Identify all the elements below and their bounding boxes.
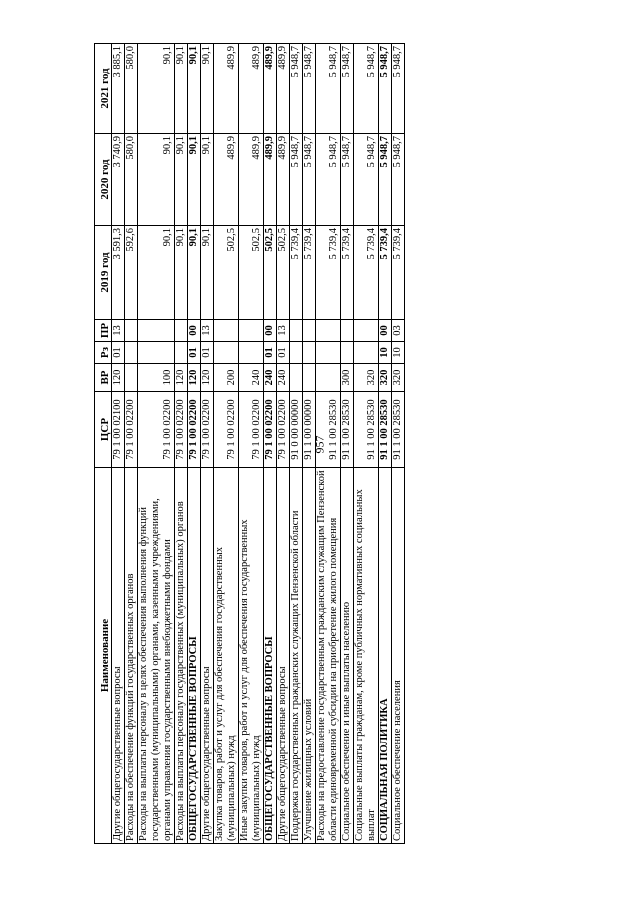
table-row (316, 44, 341, 844)
row-name: Поддержка государственных гражданских служащих Пензенской области (290, 468, 303, 844)
row-name: СОЦИАЛЬНАЯ ПОЛИТИКА (379, 468, 392, 844)
rotated-table-container (94, 44, 544, 844)
row-rz: 10 (379, 342, 392, 364)
row-csr: 79 1 00 02200 (175, 392, 188, 468)
header-2020: 2020 год (95, 134, 112, 226)
header-csr: ЦСР (95, 392, 112, 468)
row-value-2019: 5 739,4 (392, 226, 405, 320)
row-vr (316, 364, 341, 392)
row-rz: 01 (188, 342, 201, 364)
row-pr (316, 320, 341, 342)
row-value-2020: 5 948,7 (316, 134, 341, 226)
row-value-2019: 3 591,3 (112, 226, 125, 320)
row-pr: 03 (392, 320, 405, 342)
row-value-2021: 5 948,7 (354, 44, 379, 134)
row-value-2020: 3 740,9 (112, 134, 125, 226)
row-value-2020: 5 948,7 (379, 134, 392, 226)
row-csr: 91 1 00 28530 (354, 392, 379, 468)
table-row (392, 44, 405, 844)
row-pr (125, 320, 138, 342)
row-pr (175, 320, 188, 342)
row-vr: 320 (379, 364, 392, 392)
row-value-2019: 5 739,4 (316, 226, 341, 320)
row-name: Расходы на предоставление государственным гражданским служащим Пензенской области единовременной субсидии на приобретение жилого помещения (316, 468, 341, 844)
row-name: Улучшение жилищных условий (303, 468, 316, 844)
row-csr: 79 1 00 02200 (188, 392, 201, 468)
row-value-2020: 5 948,7 (354, 134, 379, 226)
row-value-2020: 90,1 (138, 134, 175, 226)
row-pr: 00 (379, 320, 392, 342)
row-csr: 79 1 00 02200 (138, 392, 175, 468)
row-pr (214, 320, 239, 342)
row-name: Расходы на обеспечение функций государственных органов (125, 468, 138, 844)
row-pr: 13 (112, 320, 125, 342)
row-name: Другие общегосударственные вопросы (277, 468, 290, 844)
row-name: ОБЩЕГОСУДАРСТВЕННЫЕ ВОПРОСЫ (188, 468, 201, 844)
table-row (277, 44, 290, 844)
row-pr (290, 320, 303, 342)
row-value-2019: 502,5 (239, 226, 264, 320)
row-value-2021: 5 948,7 (316, 44, 341, 134)
row-csr: 91 1 00 28530 (341, 392, 354, 468)
row-value-2019: 5 739,4 (303, 226, 316, 320)
row-name: Социальные выплаты гражданам, кроме публичных нормативных социальных выплат (354, 468, 379, 844)
row-rz (290, 342, 303, 364)
row-value-2020: 489,9 (214, 134, 239, 226)
row-csr: 79 1 00 02200 (125, 392, 138, 468)
row-value-2019: 90,1 (188, 226, 201, 320)
header-vr: ВР (95, 364, 112, 392)
row-value-2019: 90,1 (138, 226, 175, 320)
row-value-2021: 90,1 (201, 44, 214, 134)
row-value-2021: 489,9 (277, 44, 290, 134)
table-row (138, 44, 175, 844)
header-name: Наименование (95, 468, 112, 844)
row-value-2019: 5 739,4 (341, 226, 354, 320)
row-value-2019: 5 739,4 (354, 226, 379, 320)
header-pr: ПР (95, 320, 112, 342)
table-row (239, 44, 264, 844)
row-value-2019: 90,1 (201, 226, 214, 320)
row-value-2021: 5 948,7 (392, 44, 405, 134)
row-pr (354, 320, 379, 342)
table-row (264, 44, 277, 844)
row-rz (341, 342, 354, 364)
row-value-2019: 502,5 (264, 226, 277, 320)
row-name: Другие общегосударственные вопросы (112, 468, 125, 844)
row-rz (316, 342, 341, 364)
row-csr: 79 1 00 02200 (214, 392, 239, 468)
row-rz (138, 342, 175, 364)
row-value-2020: 489,9 (264, 134, 277, 226)
row-rz: 01 (201, 342, 214, 364)
row-value-2021: 90,1 (188, 44, 201, 134)
row-rz (354, 342, 379, 364)
row-value-2020: 90,1 (201, 134, 214, 226)
row-rz: 01 (277, 342, 290, 364)
row-value-2021: 90,1 (138, 44, 175, 134)
row-csr: 91 1 00 28530 (392, 392, 405, 468)
row-vr: 200 (214, 364, 239, 392)
row-vr: 120 (112, 364, 125, 392)
row-csr: 79 1 00 02200 (277, 392, 290, 468)
row-vr: 240 (277, 364, 290, 392)
row-value-2020: 5 948,7 (303, 134, 316, 226)
row-csr: 79 1 00 02200 (201, 392, 214, 468)
row-pr: 13 (201, 320, 214, 342)
row-csr: 91 1 00 28530 (316, 392, 341, 468)
table-row (354, 44, 379, 844)
table-row (188, 44, 201, 844)
row-value-2021: 90,1 (175, 44, 188, 134)
row-rz (125, 342, 138, 364)
row-rz (303, 342, 316, 364)
row-rz (175, 342, 188, 364)
table-row (303, 44, 316, 844)
row-value-2019: 592,6 (125, 226, 138, 320)
table-row (201, 44, 214, 844)
row-value-2021: 5 948,7 (341, 44, 354, 134)
row-csr: 91 1 00 00000 (303, 392, 316, 468)
row-value-2020: 5 948,7 (341, 134, 354, 226)
table-body (112, 44, 405, 844)
row-csr: 79 1 00 02200 (264, 392, 277, 468)
page-number: 957 (312, 435, 327, 454)
table-row (125, 44, 138, 844)
row-pr (341, 320, 354, 342)
row-pr: 00 (188, 320, 201, 342)
row-value-2021: 5 948,7 (379, 44, 392, 134)
row-name: ОБЩЕГОСУДАРСТВЕННЫЕ ВОПРОСЫ (264, 468, 277, 844)
row-vr (290, 364, 303, 392)
table-row (290, 44, 303, 844)
row-rz (239, 342, 264, 364)
row-value-2020: 90,1 (188, 134, 201, 226)
table-row (175, 44, 188, 844)
row-value-2019: 5 739,4 (379, 226, 392, 320)
row-value-2021: 5 948,7 (290, 44, 303, 134)
row-value-2021: 489,9 (214, 44, 239, 134)
row-rz (214, 342, 239, 364)
row-vr (125, 364, 138, 392)
row-name: Социальное обеспечение населения (392, 468, 405, 844)
budget-table (94, 43, 405, 844)
row-vr: 120 (188, 364, 201, 392)
row-csr: 79 1 00 02200 (239, 392, 264, 468)
row-csr: 79 1 00 02100 (112, 392, 125, 468)
row-value-2021: 3 885,1 (112, 44, 125, 134)
row-value-2020: 489,9 (277, 134, 290, 226)
row-name: Закупка товаров, работ и услуг для обеспечения государственных (муниципальных) нужд (214, 468, 239, 844)
row-value-2019: 502,5 (277, 226, 290, 320)
row-value-2019: 5 739,4 (290, 226, 303, 320)
table-row (341, 44, 354, 844)
row-vr: 320 (354, 364, 379, 392)
table-header-row (95, 44, 112, 844)
row-vr: 240 (264, 364, 277, 392)
row-rz: 01 (264, 342, 277, 364)
header-rz: Рз (95, 342, 112, 364)
header-2021: 2021 год (95, 44, 112, 134)
row-value-2021: 489,9 (264, 44, 277, 134)
row-vr: 240 (239, 364, 264, 392)
row-value-2021: 580,0 (125, 44, 138, 134)
row-pr: 13 (277, 320, 290, 342)
row-rz: 01 (112, 342, 125, 364)
row-pr (239, 320, 264, 342)
row-name: Расходы на выплаты персоналу в целях обеспечения выполнения функций государственными (муниципальными) органами, казенными учреждениями, органами управления государственными внебюджетными фондами (138, 468, 175, 844)
table-row (112, 44, 125, 844)
row-pr (138, 320, 175, 342)
row-value-2019: 502,5 (214, 226, 239, 320)
row-name: Расходы на выплаты персоналу государственных (муниципальных) органов (175, 468, 188, 844)
row-vr: 100 (138, 364, 175, 392)
table-row (379, 44, 392, 844)
row-name: Иные закупки товаров, работ и услуг для обеспечения государственных (муниципальных) нужд (239, 468, 264, 844)
row-name: Другие общегосударственные вопросы (201, 468, 214, 844)
row-rz: 10 (392, 342, 405, 364)
table-row (214, 44, 239, 844)
row-pr (303, 320, 316, 342)
row-value-2019: 90,1 (175, 226, 188, 320)
row-pr: 00 (264, 320, 277, 342)
row-value-2021: 5 948,7 (303, 44, 316, 134)
row-value-2021: 489,9 (239, 44, 264, 134)
row-csr: 91 0 00 00000 (290, 392, 303, 468)
row-value-2020: 580,0 (125, 134, 138, 226)
row-value-2020: 5 948,7 (290, 134, 303, 226)
row-value-2020: 489,9 (239, 134, 264, 226)
row-vr: 320 (392, 364, 405, 392)
row-value-2020: 90,1 (175, 134, 188, 226)
row-vr (303, 364, 316, 392)
row-value-2020: 5 948,7 (392, 134, 405, 226)
row-vr: 120 (201, 364, 214, 392)
row-vr: 120 (175, 364, 188, 392)
row-vr: 300 (341, 364, 354, 392)
header-2019: 2019 год (95, 226, 112, 320)
row-csr: 91 1 00 28530 (379, 392, 392, 468)
row-name: Социальное обеспечение и иные выплаты населению (341, 468, 354, 844)
